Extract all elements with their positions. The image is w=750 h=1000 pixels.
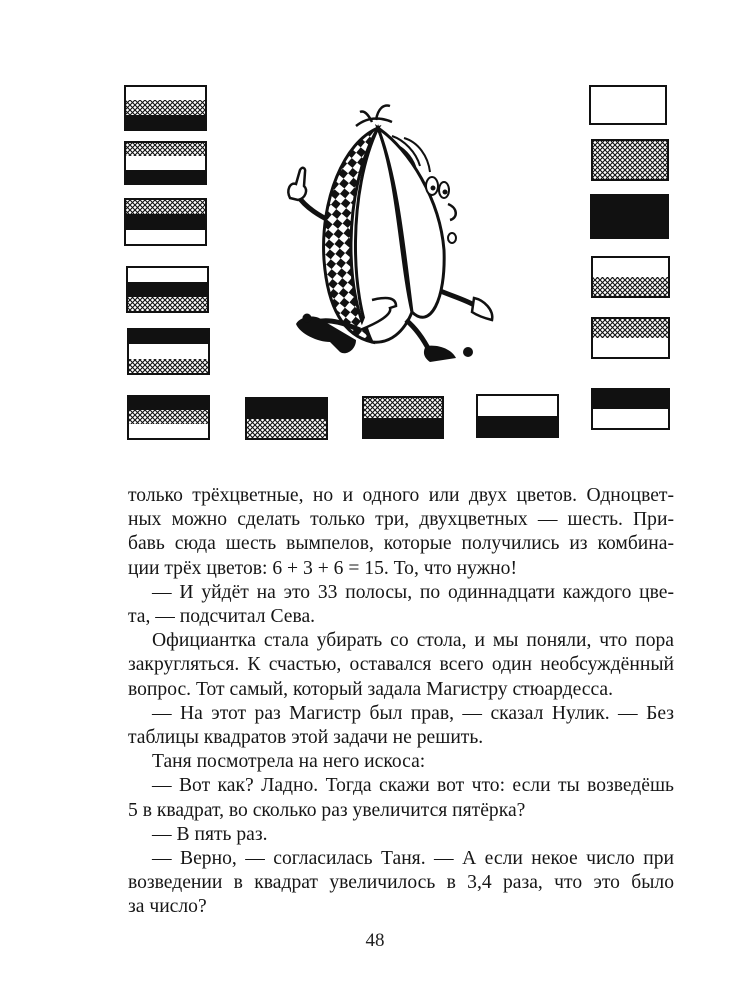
pennant-left-6 — [128, 396, 209, 439]
text-line: за число? — [128, 896, 207, 918]
text-line: ции трёх цветов: 6 + 3 + 6 = 15. То, что нужно! — [128, 557, 517, 579]
pennant-left-2 — [125, 142, 206, 184]
text-line: та, — подсчитал Сева. — [128, 606, 316, 628]
text-line: бавь сюда шесть вымпелов, которые получились из комбина- — [128, 533, 674, 555]
page-number: 48 — [365, 930, 385, 951]
text-line: Таня посмотрела на него искоса: — [152, 751, 426, 773]
pennant-left-5 — [128, 329, 209, 374]
text-line: таблицы квадратов этой задачи не решить. — [128, 727, 484, 749]
pennant-right-6 — [592, 389, 669, 429]
text-line: закругляться. К счастью, оставался всего один необсуждённый — [128, 654, 674, 676]
pennant-right-4 — [592, 257, 669, 297]
pennant-illustration — [0, 0, 750, 460]
text-line: только трёхцветные, но и одного или двух цветов. Одноцвет- — [128, 485, 674, 506]
pennant-right-5 — [592, 318, 669, 358]
pennant-right-2 — [592, 140, 668, 180]
pennant-right-3 — [591, 195, 668, 238]
text-line: — На этот раз Магистр был прав, — сказал Нулик. — Без — [152, 702, 674, 724]
checkered-ball-character — [288, 106, 492, 362]
text-line: 5 в квадрат, во сколько раз увеличится пятёрка? — [128, 799, 526, 821]
text-line: — Верно, — согласилась Таня. — А если некое число при — [152, 848, 674, 870]
text-line: ных можно сделать только три, двухцветных — шесть. При- — [128, 509, 674, 531]
pennant-left-1 — [125, 86, 206, 130]
text-line: вопрос. Тот самый, который задала Магистру стюардесса. — [128, 678, 613, 700]
text-line: — И уйдёт на это 33 полосы, по одиннадцати каждого цве- — [152, 581, 674, 603]
text-line: Официантка стала убирать со стола, и мы поняли, что пора — [152, 630, 674, 652]
pennant-left-3 — [125, 199, 206, 245]
pennant-left-4 — [127, 267, 208, 312]
text-line: — Вот как? Ладно. Тогда скажи вот что: если ты возведёшь — [152, 775, 674, 797]
pennant-right-1 — [590, 86, 666, 124]
text-line: возведении в квадрат увеличилось в 3,4 раза, что это было — [128, 872, 674, 894]
pennant-bottom-1 — [246, 398, 327, 439]
pennant-bottom-3 — [477, 395, 558, 437]
pennant-bottom-2 — [363, 397, 443, 438]
text-line: — В пять раз. — [152, 823, 268, 845]
body-text — [128, 484, 674, 920]
